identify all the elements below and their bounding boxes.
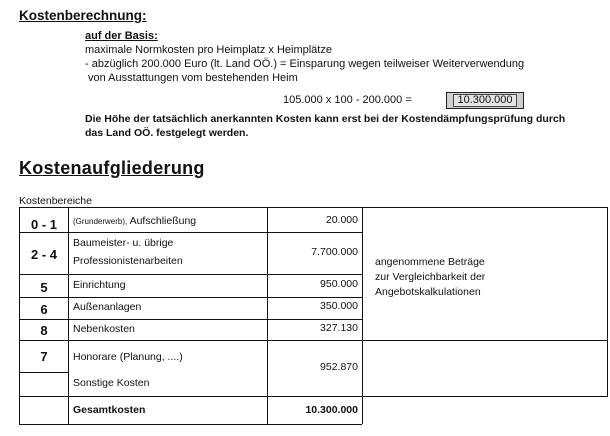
basis-line-2: - abzüglich 200.000 Euro (lt. Land OÖ.) = Einsparung wegen teilweiser Weiterverwendung (85, 58, 525, 70)
basis-label: auf der Basis: (85, 30, 158, 42)
calculation-result: 10.300.000 (453, 94, 516, 107)
row-label: Honorare (Planung, ....) (73, 351, 183, 363)
row-label: Sonstige Kosten (73, 377, 150, 389)
row-label-line-2: Professionistenarbeiten (73, 255, 183, 267)
row-label-prefix: (Grunderwerb), (73, 217, 128, 226)
row-amount: 950.000 (320, 278, 358, 290)
row-number: 8 (40, 323, 48, 338)
calculation-result-box (446, 92, 524, 109)
row-number: 0 - 1 (30, 217, 57, 232)
remark-line-2: zur Vergleichbarkeit der (375, 271, 486, 283)
row-label: Baumeister- u. übrige (73, 237, 174, 249)
row-label (73, 215, 196, 227)
row-amount: 350.000 (320, 300, 358, 312)
calculation-formula: 105.000 x 100 - 200.000 = (283, 94, 412, 106)
cost-areas-label: Kostenbereiche (19, 195, 92, 207)
row-label: Einrichtung (73, 279, 126, 291)
row-amount: 7.700.000 (311, 246, 358, 258)
remark-line-1: angenommene Beträge (375, 256, 485, 268)
note-line-1: Die Höhe der tatsächlich anerkannten Kosten kann erst bei der Kostendämpfungsprüfung durch (85, 113, 566, 125)
row-number: 7 (40, 349, 48, 364)
row-label-main: Aufschließung (127, 215, 197, 227)
row-number: 6 (40, 302, 48, 317)
basis-line-1: maximale Normkosten pro Heimplatz x Heimplätze (85, 44, 332, 56)
row-label: Nebenkosten (73, 323, 135, 335)
row-amount: 327.130 (320, 322, 358, 334)
cost-breakdown-heading: Kostenaufgliederung (19, 158, 205, 178)
remark-line-3: Angebotskalkulationen (375, 286, 481, 298)
total-amount: 10.300.000 (305, 404, 358, 416)
assumed-amounts-remark (375, 255, 485, 300)
note-line-2: das Land OÖ. festgelegt werden. (85, 127, 249, 139)
row-number: 2 - 4 (30, 247, 57, 262)
row-amount: 20.000 (325, 214, 358, 226)
cost-calculation-heading: Kostenberechnung: (19, 8, 147, 23)
row-amount: 952.870 (320, 361, 358, 373)
basis-line-3: von Ausstattungen vom bestehenden Heim (88, 72, 298, 84)
row-label: Außenanlagen (73, 301, 142, 313)
row-number: 5 (40, 280, 48, 295)
total-label: Gesamtkosten (73, 404, 146, 416)
